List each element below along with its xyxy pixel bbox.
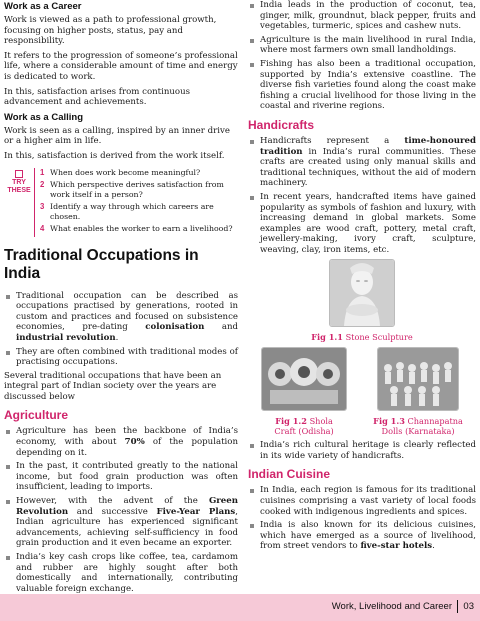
list-item: In the past, it contributed greatly to the national income, but food grain production was often insufficient, leading to imports. xyxy=(4,461,238,493)
checkbox-icon xyxy=(15,170,23,178)
fig1-caption: Stone Sculpture xyxy=(345,332,413,343)
list-item: Fishing has also been a traditional occupation, supported by India’s extensive coastline. The diverse fish varieties found along the coast make fishing a crucial livelihood for those living in the coastal and riverine regions. xyxy=(248,59,476,112)
try-item-number: 4 xyxy=(40,224,45,234)
calling-para-1: Work is seen as a calling, inspired by an inner drive or a higher aim in life. xyxy=(4,125,230,147)
fig2-caption-line1: Shola xyxy=(309,416,333,427)
agriculture-list-continued xyxy=(248,0,476,112)
stone-sculpture-image xyxy=(329,259,395,327)
list-item: India’s rich cultural heritage is clearly reflected in its wide variety of handicrafts. xyxy=(248,440,476,461)
try-these-box xyxy=(4,168,238,237)
cuisine-heading: Indian Cuisine xyxy=(248,467,331,482)
figure-shola-craft xyxy=(261,347,347,436)
career-heading: Work as a Career xyxy=(4,1,82,12)
try-item-number: 1 xyxy=(40,167,45,177)
traditional-list xyxy=(4,291,238,368)
shola-craft-image xyxy=(261,347,347,411)
list-item: In recent years, handcrafted items have gained popularity as symbols of fashion and luxury, with increasing demand in global markets. Some examples are wood craft, pottery, metal craft, jewellery-making, ivory craft, sculpture, weaving, clay, iron items, etc. xyxy=(248,192,476,256)
fig1-label: Fig 1.1 xyxy=(311,332,343,343)
list-item: However, with the advent of the Green Revolution and successive Five-Year Plans, Indian agriculture has experienced significant advancements, achieving self-sufficiency in food grain production and it even became an exporter. xyxy=(4,496,238,549)
list-item: India is also known for its delicious cuisines, which have emerged as a source of livelihood, from street vendors to five-star hotels. xyxy=(248,520,476,552)
right-column xyxy=(248,0,476,555)
calling-heading: Work as a Calling xyxy=(4,111,84,123)
career-para-3: In this, satisfaction arises from continuous advancement and achievements. xyxy=(4,86,191,108)
page-footer xyxy=(0,594,480,621)
fig3-caption-line1: Channapatna xyxy=(407,416,463,427)
handicrafts-list xyxy=(248,136,476,256)
try-item-text: When does work become meaningful? xyxy=(50,167,201,177)
try-these-list xyxy=(34,168,238,237)
channapatna-dolls-image xyxy=(377,347,459,411)
try-item-number: 3 xyxy=(40,202,45,212)
handicrafts-heading: Handicrafts xyxy=(248,117,315,132)
left-column xyxy=(4,0,238,597)
handicrafts-list-2 xyxy=(248,440,476,461)
list-item: Agriculture is the main livelihood in rural India, where most farmers own small landholdings. xyxy=(248,35,476,56)
traditional-heading: Traditional Occupations in India xyxy=(4,246,199,282)
list-item: In India, each region is famous for its traditional cuisines comprising a vast variety of local foods cooked with indigenous ingredients and spices. xyxy=(248,485,476,517)
fig3-label: Fig 1.3 xyxy=(373,416,405,427)
traditional-para: Several traditional occupations that have been an integral part of Indian society over the years are discussed below xyxy=(4,370,222,402)
career-para-2: It refers to the progression of someone’s professional life, where a considerable amount of time and energy is dedicated to work. xyxy=(4,50,238,82)
figure-channapatna-dolls xyxy=(373,347,463,436)
list-item: Handicrafts represent a time-honoured tradition in India’s rural communities. These crafts are created using only manual skills and traditional techniques, without the aid of modern machinery. xyxy=(248,136,476,189)
try-item xyxy=(40,224,238,234)
try-these-badge xyxy=(4,168,34,237)
fig2-label: Fig 1.2 xyxy=(275,416,307,427)
fig2-caption-line2: Craft (Odisha) xyxy=(274,425,334,436)
figure-stone-sculpture xyxy=(248,259,476,343)
list-item: Agriculture has been the backbone of India’s economy, with about 70% of the population depending on it. xyxy=(4,426,238,458)
list-item: India leads in the production of coconut, tea, ginger, milk, groundnut, black pepper, fruits and vegetables, turmeric, spices and cashew nuts. xyxy=(248,0,476,32)
try-item xyxy=(40,168,238,178)
try-item xyxy=(40,180,238,199)
try-item-text: What enables the worker to earn a livelihood? xyxy=(50,224,233,234)
calling-para-2: In this, satisfaction is derived from the work itself. xyxy=(4,150,225,161)
cuisine-list xyxy=(248,485,476,552)
agriculture-list xyxy=(4,426,238,594)
page-number: 03 xyxy=(463,601,474,612)
try-item-number: 2 xyxy=(40,180,45,190)
list-item: Traditional occupation can be described as occupations practised by generations, rooted in custom and practices and focused on subsistence economies, pre-dating colonisation and industrial revolution. xyxy=(4,291,238,344)
figure-row xyxy=(248,347,476,436)
list-item: India’s key cash crops like coffee, tea, cardamom and rubber are highly sought after both domestically and internationally, contributing valuable foreign exchange. xyxy=(4,552,238,594)
footer-title: Work, Livelihood and Career xyxy=(331,601,452,612)
try-badge-line1: TRY xyxy=(12,178,26,186)
try-item-text: Identify a way through which careers are chosen. xyxy=(50,202,214,221)
try-item xyxy=(40,202,238,221)
career-para-1: Work is viewed as a path to professional growth, focusing on higher posts, status, pay and responsibility. xyxy=(4,15,217,47)
list-item: They are often combined with traditional modes of practising occupations. xyxy=(4,347,238,368)
agriculture-heading: Agriculture xyxy=(4,408,69,423)
footer-divider xyxy=(457,600,459,613)
fig3-caption-line2: Dolls (Karnataka) xyxy=(381,425,455,436)
try-badge-line2: THESE xyxy=(7,186,31,194)
try-item-text: Which perspective derives satisfaction from work itself in a person? xyxy=(50,180,224,199)
